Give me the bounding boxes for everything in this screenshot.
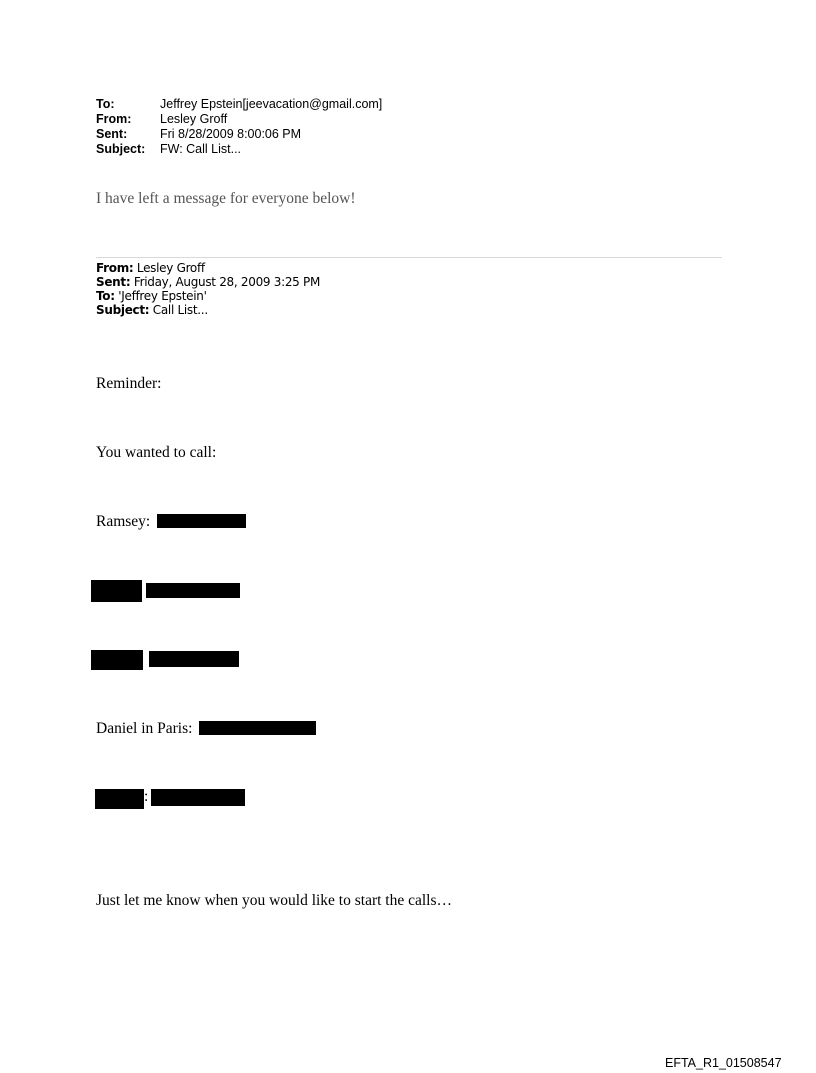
redaction-block <box>157 514 246 528</box>
fwd-subject-label: Subject: <box>96 303 150 317</box>
fwd-from-value: Lesley Groff <box>136 261 205 275</box>
sent-value: Fri 8/28/2009 8:00:06 PM <box>160 127 302 141</box>
subject-label: Subject: <box>96 142 146 156</box>
intro-message: I have left a message for everyone below! <box>96 190 356 207</box>
divider <box>96 257 722 258</box>
reminder-text: Reminder: <box>96 375 162 392</box>
fwd-subject-line <box>96 303 320 317</box>
sent-label: Sent: <box>96 127 128 141</box>
to-label: To: <box>96 97 115 111</box>
daniel-in-paris-label: Daniel in Paris: <box>96 720 193 737</box>
fwd-sent-label: Sent: <box>96 275 131 289</box>
redaction-block <box>95 789 144 809</box>
fwd-subject-value: Call List... <box>152 303 208 317</box>
redaction-block <box>146 583 240 598</box>
fwd-sent-line <box>96 275 320 289</box>
ramsey-label: Ramsey: <box>96 513 151 530</box>
fwd-to-line <box>96 289 320 303</box>
document-id: EFTA_R1_01508547 <box>665 1056 782 1070</box>
redaction-block <box>151 789 245 806</box>
redaction-block <box>149 651 239 667</box>
fwd-from-label: From: <box>96 261 134 275</box>
from-value: Lesley Groff <box>160 112 228 126</box>
forwarded-header <box>96 261 320 317</box>
fwd-sent-value: Friday, August 28, 2009 3:25 PM <box>133 275 321 289</box>
fwd-to-value: 'Jeffrey Epstein' <box>118 289 207 303</box>
wanted-to-call-text: You wanted to call: <box>96 444 217 461</box>
to-value: Jeffrey Epstein[jeevacation@gmail.com] <box>160 97 383 111</box>
subject-value: FW: Call List... <box>160 142 242 156</box>
redaction-block <box>199 721 316 735</box>
fwd-from-line <box>96 261 320 275</box>
redaction-block <box>91 580 142 602</box>
from-label: From: <box>96 112 132 126</box>
redaction-block <box>91 650 143 670</box>
closing-text: Just let me know when you would like to start the calls… <box>96 892 453 909</box>
fwd-to-label: To: <box>96 289 115 303</box>
colon-text: : <box>144 788 149 805</box>
